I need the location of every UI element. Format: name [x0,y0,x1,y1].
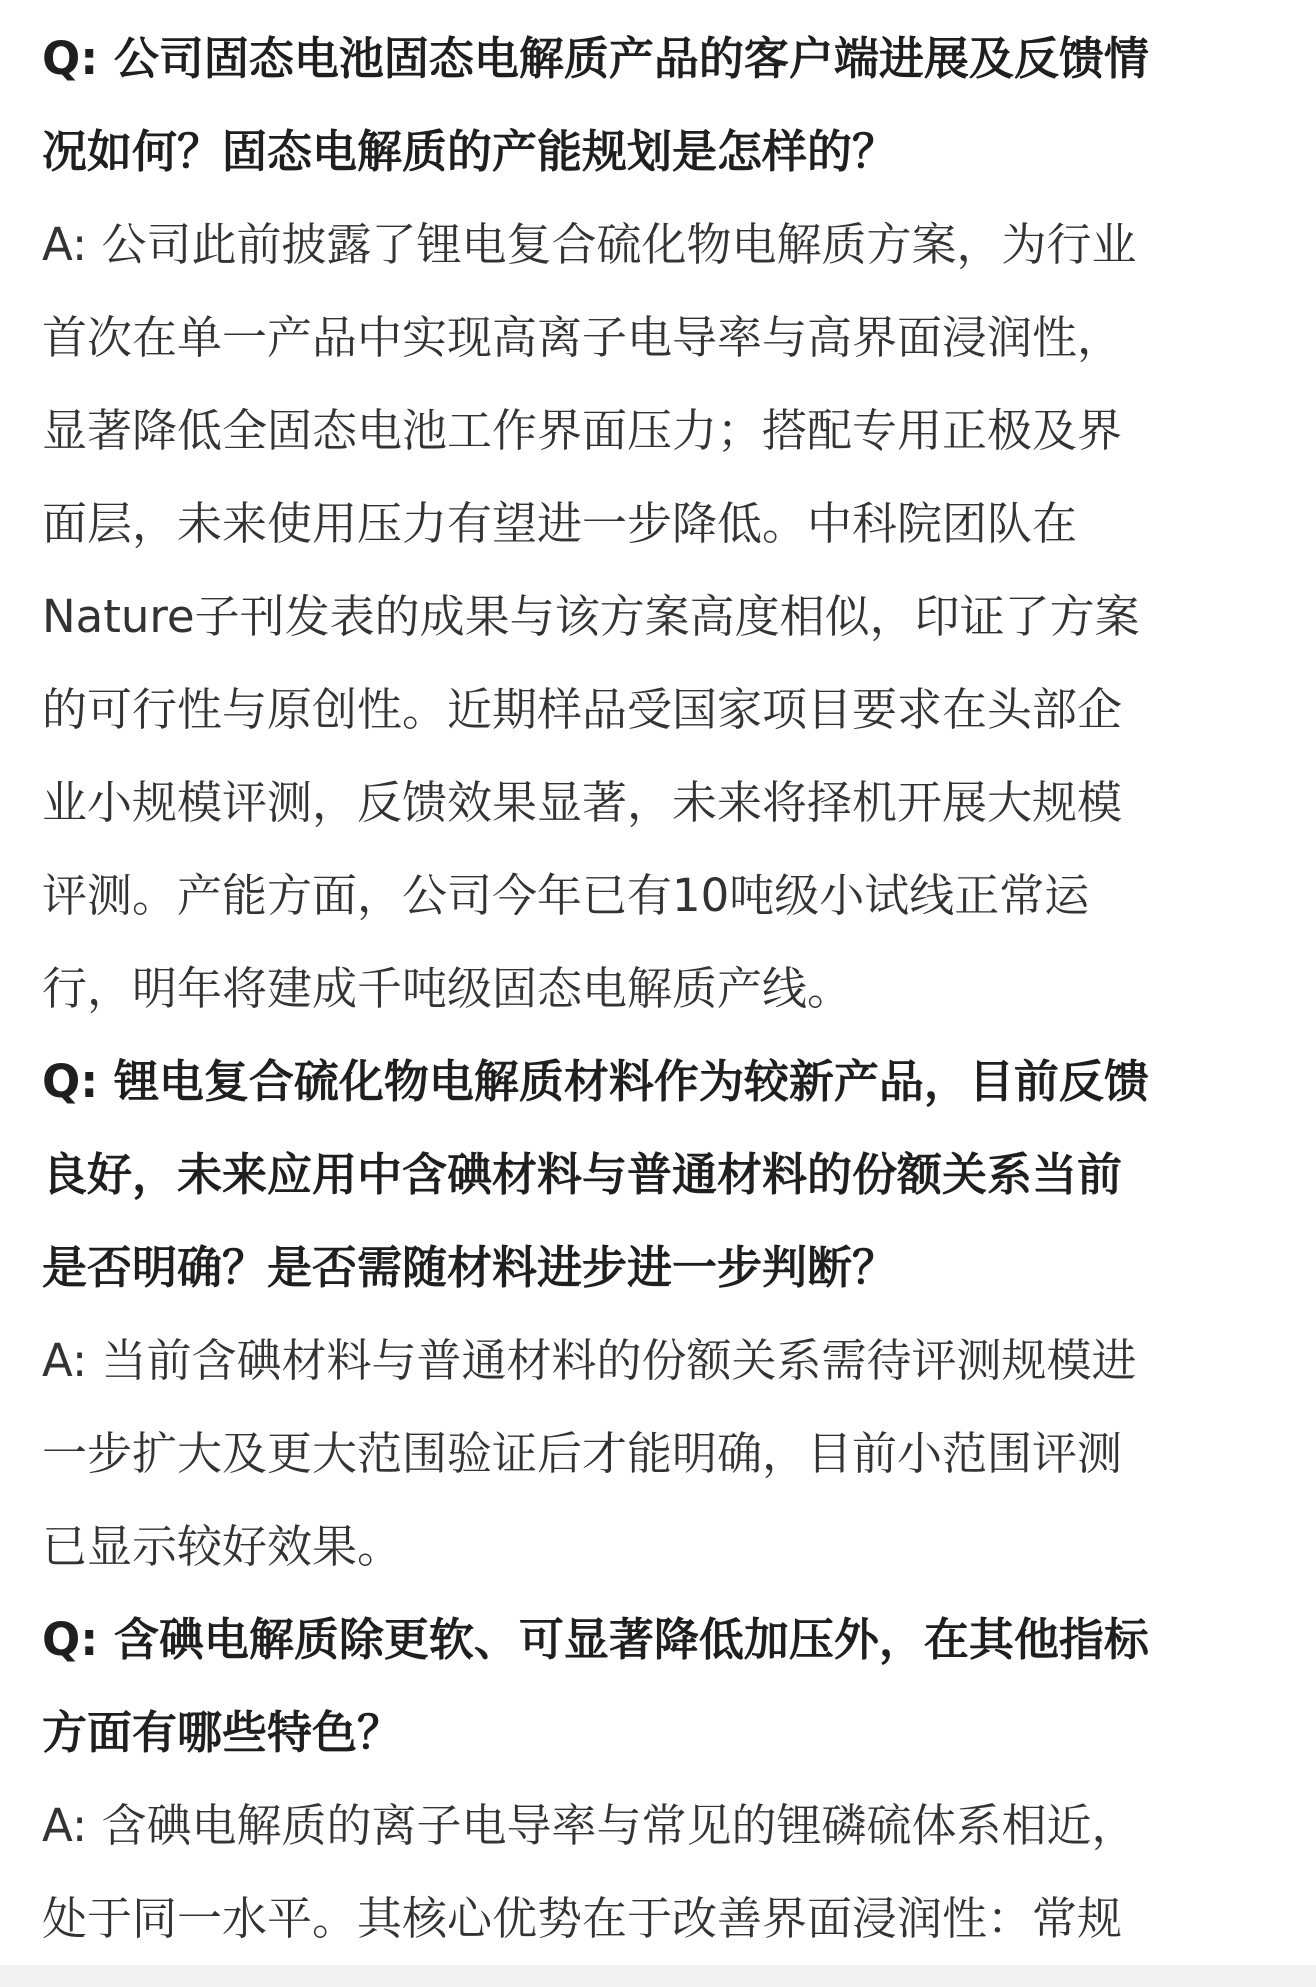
question-line: Q: 含碘电解质除更软、可显著降低加压外，在其他指标 [42,1613,1149,1666]
answer-1 [42,198,1274,1035]
answer-line: 一步扩大及更大范围验证后才能明确，目前小范围评测 [42,1427,1123,1480]
answer-2 [42,1314,1274,1593]
answer-line: A: 当前含碘材料与普通材料的份额关系需待评测规模进 [42,1334,1137,1387]
answer-line: A: 公司此前披露了锂电复合硫化物电解质方案，为行业 [42,218,1137,271]
answer-line: 行，明年将建成千吨级固态电解质产线。 [42,962,853,1015]
answer-line: 业小规模评测，反馈效果显著，未来将择机开展大规模 [42,776,1123,829]
question-line: 方面有哪些特色？ [42,1706,403,1759]
question-line: 况如何？固态电解质的产能规划是怎样的？ [42,125,898,178]
question-line: Q: 公司固态电池固态电解质产品的客户端进展及反馈情 [42,32,1149,85]
answer-line: 处于同一水平。其核心优势在于改善界面浸润性：常规 [42,1892,1123,1945]
answer-line: 的可行性与原创性。近期样品受国家项目要求在头部企 [42,683,1123,736]
answer-3 [42,1779,1274,1965]
question-3 [42,1593,1274,1779]
answer-line: 已显示较好效果。 [42,1520,403,1573]
question-1 [42,12,1274,198]
bottom-edge-strip [0,1965,1316,1987]
answer-line: 首次在单一产品中实现高离子电导率与高界面浸润性， [42,311,1123,364]
answer-line: Nature子刊发表的成果与该方案高度相似，印证了方案 [42,590,1140,643]
qa-document [42,12,1274,1965]
question-line: Q: 锂电复合硫化物电解质材料作为较新产品，目前反馈 [42,1055,1149,1108]
answer-line: 评测。产能方面，公司今年已有10吨级小试线正常运 [42,869,1090,922]
answer-line: 面层，未来使用压力有望进一步降低。中科院团队在 [42,497,1078,550]
question-line: 良好，未来应用中含碘材料与普通材料的份额关系当前 [42,1148,1123,1201]
answer-line: A: 含碘电解质的离子电导率与常见的锂磷硫体系相近， [42,1799,1137,1852]
question-line: 是否明确？是否需随材料进步进一步判断？ [42,1241,898,1294]
question-2 [42,1035,1274,1314]
answer-line: 显著降低全固态电池工作界面压力；搭配专用正极及界 [42,404,1123,457]
